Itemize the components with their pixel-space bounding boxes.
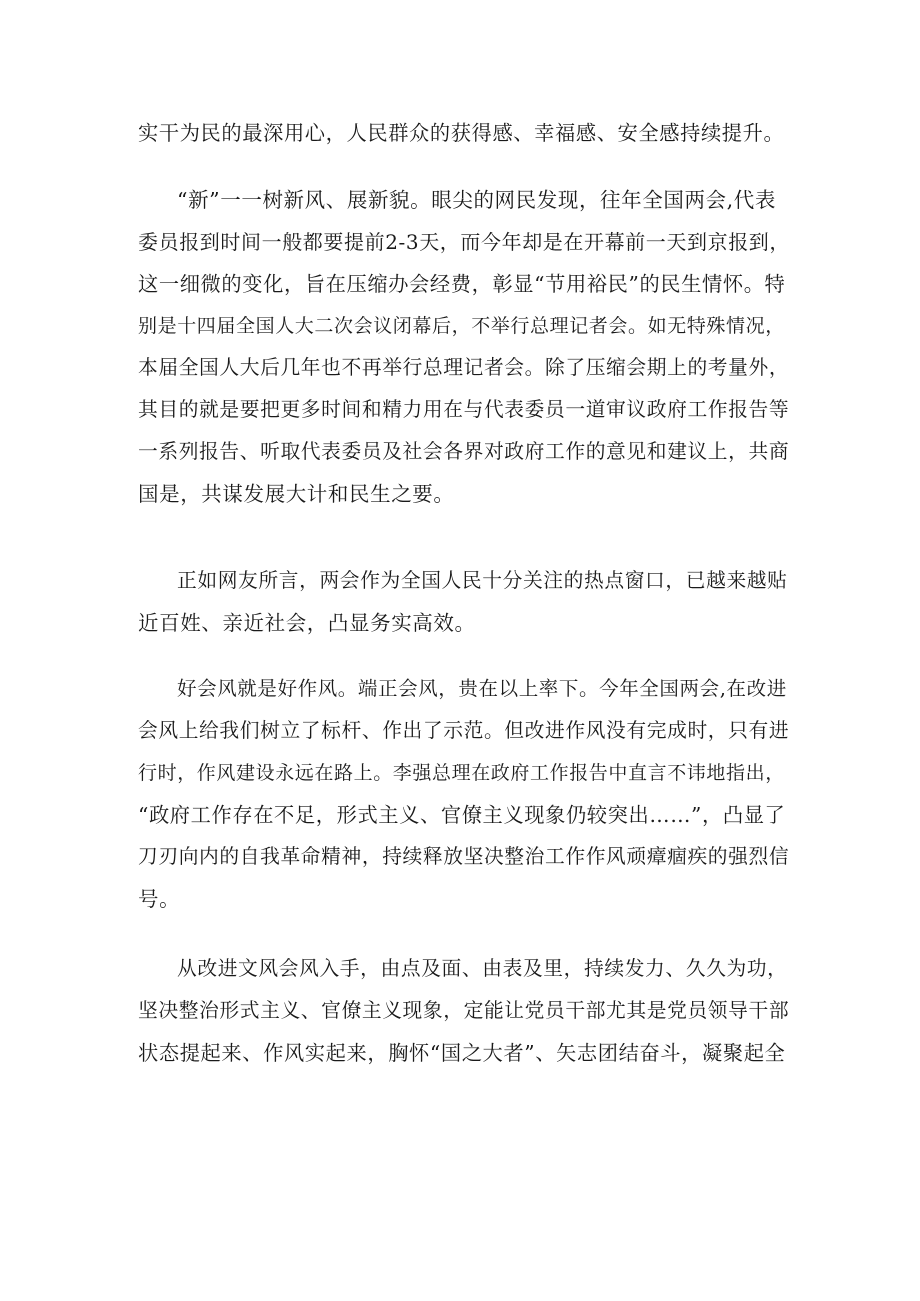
text-line: 其目的就是要把更多时间和精力用在与代表委员一道审议政府工作报告等	[138, 398, 790, 421]
text-line: 行时，作风建设永远在路上。李强总理在政府工作报告中直言不讳地指出，	[138, 762, 785, 784]
text-line: “政府工作存在不足，形式主义、官僚主义现象仍较突出……”，凸显了	[138, 803, 786, 827]
text-line: 本届全国人大后几年也不再举行总理记者会。除了压缩会期上的考量外，	[138, 356, 790, 379]
text-line: 国是，共谋发展大计和民生之要。	[138, 482, 455, 506]
text-line: 委员报到时间一般都要提前2-3天，而今年却是在开幕前一天到京报到，	[138, 230, 791, 254]
text-line: 会风上给我们树立了标杆、作出了示范。但改进作风没有完成时，只有进	[138, 719, 790, 742]
text-line: 一系列报告、听取代表委员及社会各界对政府工作的意见和建议上，共商	[138, 440, 790, 463]
text-line: 这一细微的变化，旨在压缩办会经费，彰显“节用裕民”的民生情怀。特	[138, 272, 786, 296]
text-line: 号。	[138, 887, 181, 911]
text-line: 实干为民的最深用心，人民群众的获得感、幸福感、安全感持续提升。	[138, 121, 785, 145]
text-line: 好会风就是好作风。端正会风，贵在以上率下。今年全国两会,在改进	[177, 677, 787, 700]
text-line: 状态提起来、作风实起来，胸怀“国之大者”、矢志团结奋斗，凝聚起全	[138, 1041, 786, 1065]
text-line: 从改进文风会风入手，由点及面、由表及里，持续发力、久久为功，	[177, 957, 788, 980]
text-line: 近百姓、亲近社会，凸显务实高效。	[138, 611, 476, 635]
text-line: 刀刃向内的自我革命精神，持续释放坚决整治工作作风顽瘴痼疾的强烈信	[138, 845, 790, 868]
text-line: 坚决整治形式主义、官僚主义现象，定能让党员干部尤其是党员领导干部	[138, 999, 790, 1022]
text-line: 别是十四届全国人大二次会议闭幕后，不举行总理记者会。如无特殊情况，	[138, 315, 785, 337]
text-line: 正如网友所言，两会作为全国人民十分关注的热点窗口，已越来越贴	[177, 569, 788, 592]
text-line: “新”一一树新风、展新貌。眼尖的网民发现，往年全国两会,代表	[177, 188, 776, 212]
